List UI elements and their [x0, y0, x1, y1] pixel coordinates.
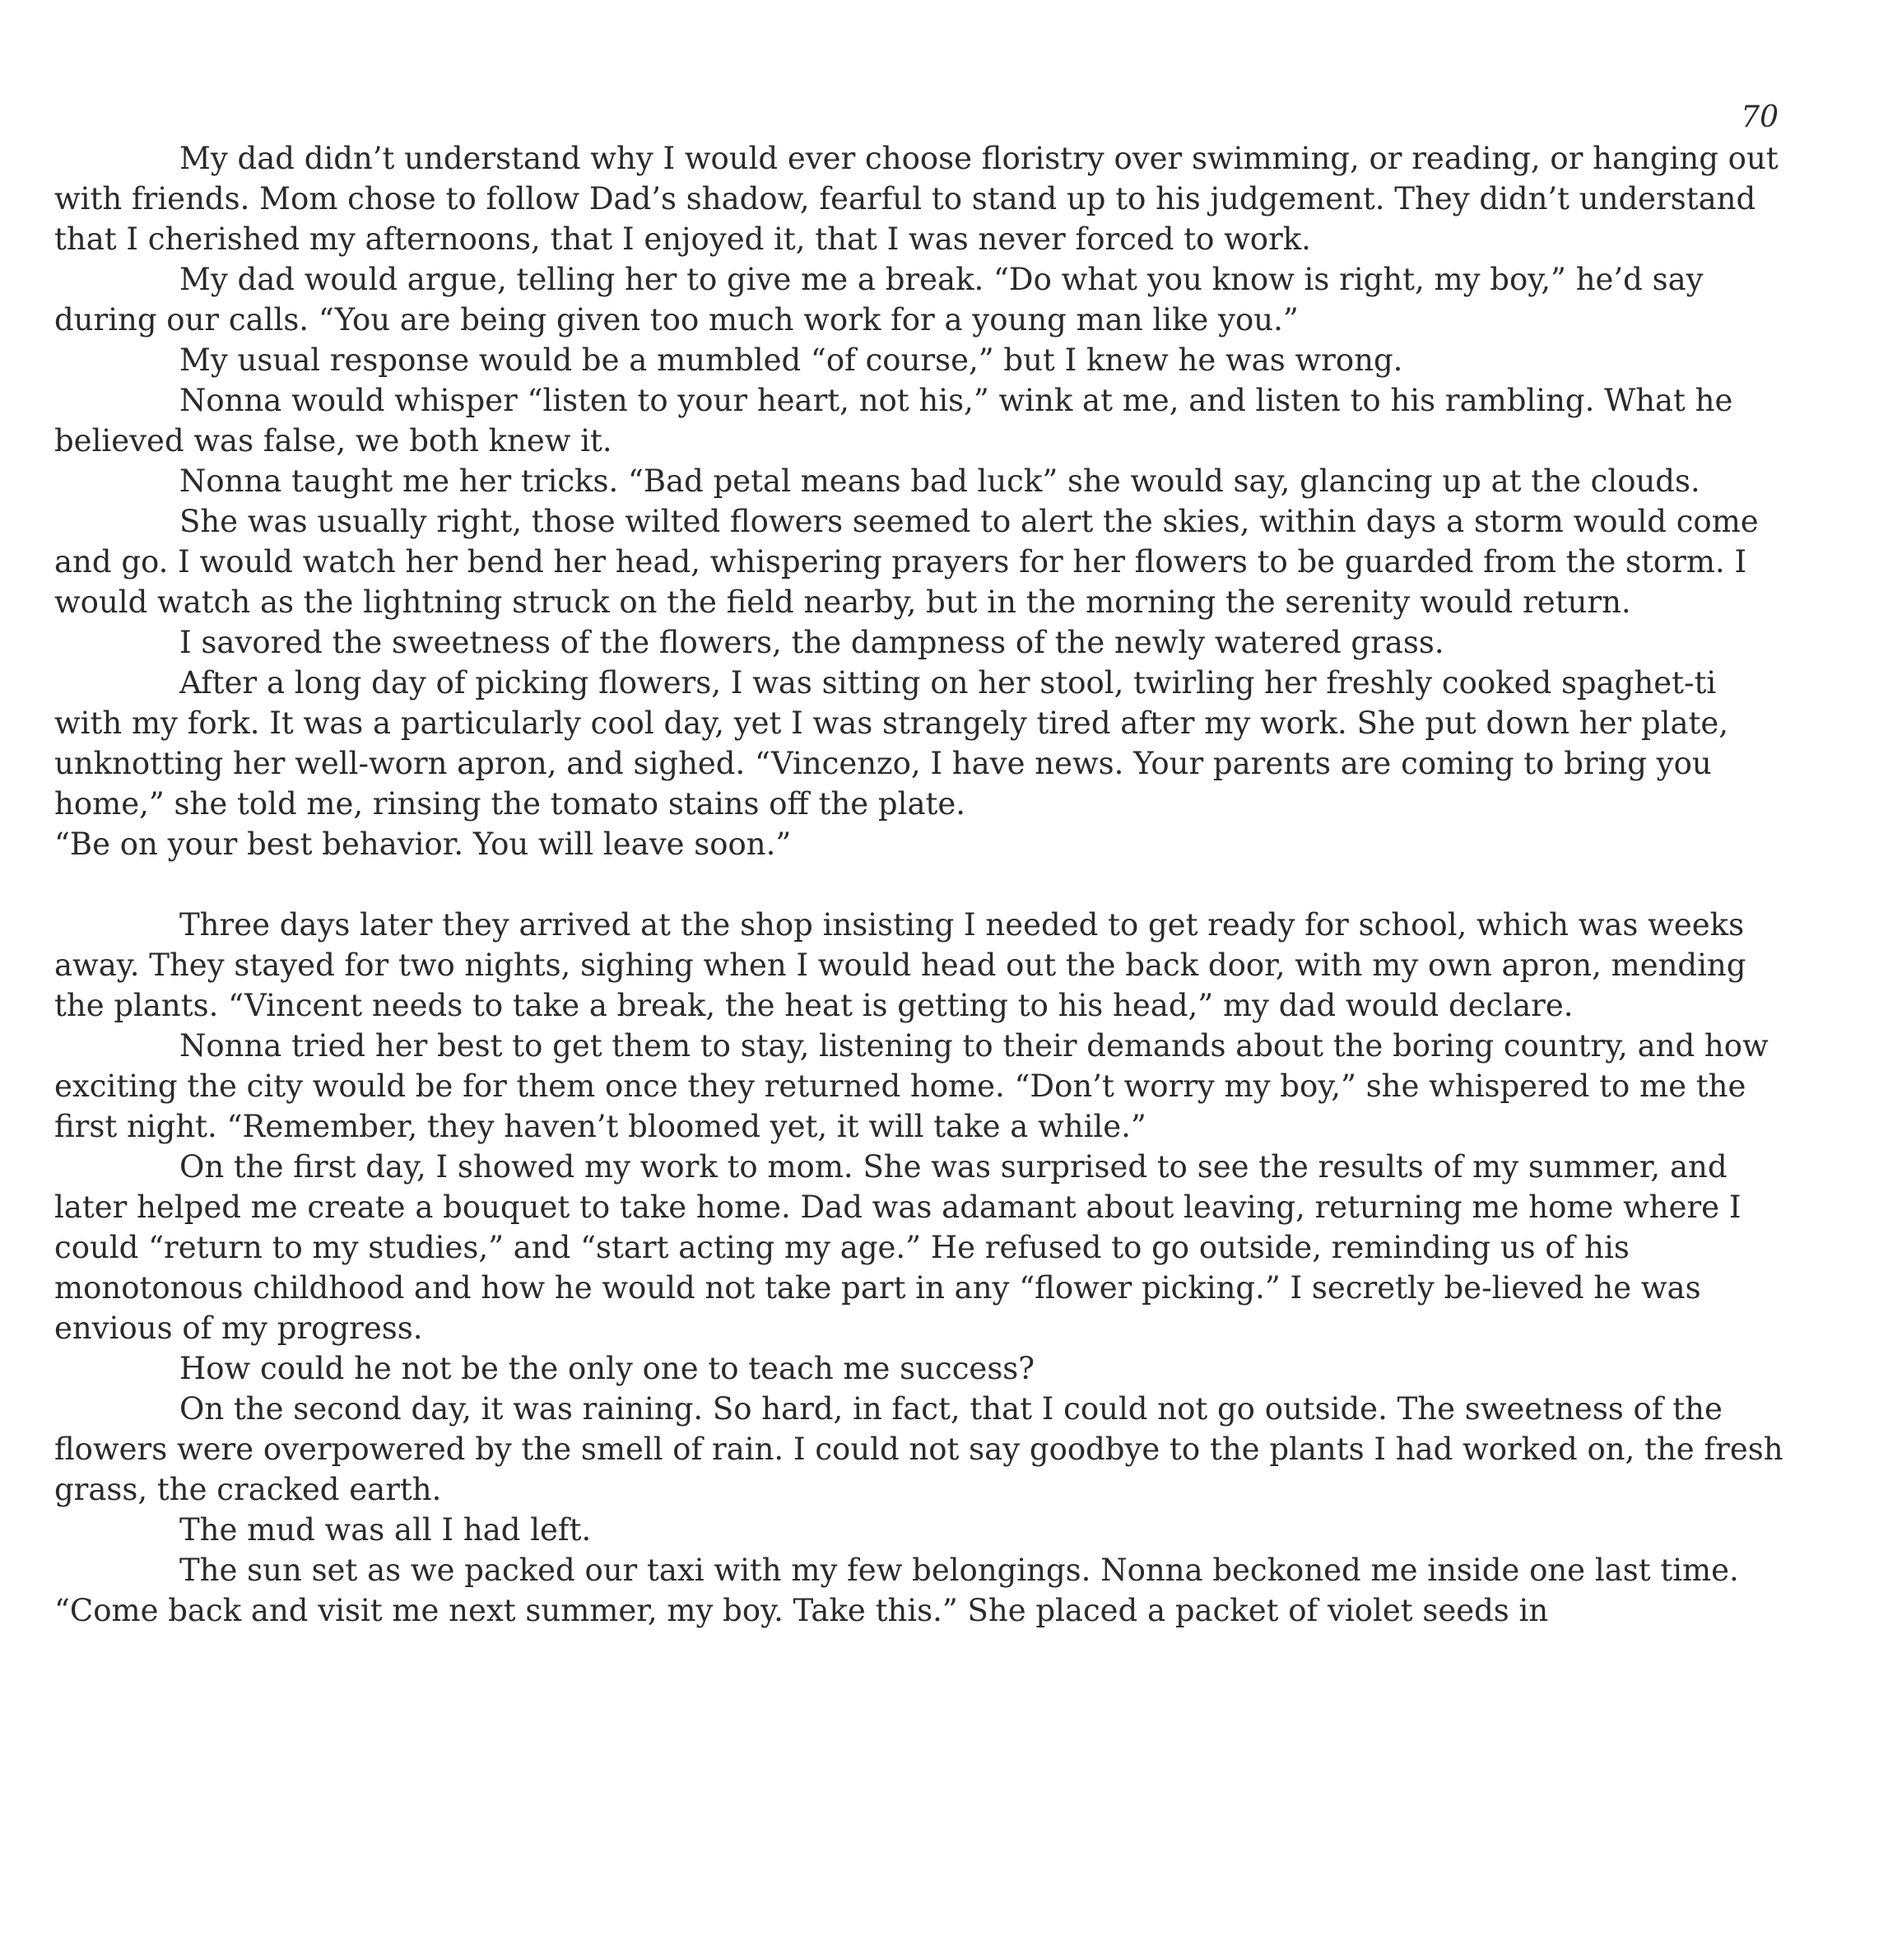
paragraph: Three days later they arrived at the shop insisting I needed to get ready for school, which was weeks away. They stayed for two nights, sighing when I would head out the back door, with my own apron, mending the plants. “Vincent needs to take a break, the heat is getting to his head,” my dad would declare. — [54, 907, 1746, 1023]
page-number: 70 — [1741, 100, 1779, 134]
paragraph: My usual response would be a mumbled “of course,” but I knew he was wrong. — [179, 342, 1403, 378]
paragraph: Nonna tried her best to get them to stay, listening to their demands about the boring country, and how exciting the city would be for them once they returned home. “Don’t worry my boy,” she whispered to me the first night. “Remember, they haven’t bloomed yet, it will take a while.” — [54, 1028, 1769, 1144]
paragraph: How could he not be the only one to teach me success? — [179, 1351, 1035, 1386]
paragraph: My dad would argue, telling her to give me a break. “Do what you know is right, my boy,” he’d say during our calls. “You are being given too much work for a young man like you.” — [54, 262, 1704, 338]
paragraph: After a long day of picking flowers, I was sitting on her stool, twirling her freshly cooked spaghet-ti with my fork. It was a particularly cool day, yet I was strangely tired after my work. She put down her plate, unknotting her well-worn apron, and sighed. “Vincenzo, I have news. Your parents are coming to bring you home,” she told me, rinsing the tomato stains off the plate. — [54, 665, 1729, 822]
paragraph: My dad didn’t understand why I would ever choose floristry over swimming, or reading, or hanging out with friends. Mom chose to follow Dad’s shadow, fearful to stand up to his judgement. They didn’t understand that I cherished my afternoons, that I enjoyed it, that I was never forced to work. — [54, 141, 1779, 257]
paragraph: On the first day, I showed my work to mom. She was surprised to see the results of my summer, and later helped me create a bouquet to take home. Dad was adamant about leaving, returning me home where I could “return to my studies,” and “start acting my age.” He refused to go outside, reminding us of his monotonous childhood and how he would not take part in any “flower picking.” I secretly be-lieved he was envious of my progress. — [54, 1149, 1742, 1346]
paragraph: On the second day, it was raining. So hard, in fact, that I could not go outside. The sweetness of the flowers were overpowered by the smell of rain. I could not say goodbye to the plants I had worked on, the fresh grass, the cracked earth. — [54, 1391, 1783, 1507]
paragraph: “Be on your best behavior. You will leave soon.” — [54, 826, 792, 862]
paragraph: The mud was all I had left. — [179, 1512, 592, 1548]
section-break — [54, 864, 1791, 905]
paragraph: Nonna would whisper “listen to your heart, not his,” wink at me, and listen to his rambling. What he believed was false, we both knew it. — [54, 383, 1733, 459]
paragraph: The sun set as we packed our taxi with my few belongings. Nonna beckoned me inside one last time. “Come back and visit me next summer, my boy. Take this.” She placed a packet of violet seeds in — [54, 1553, 1739, 1628]
paragraph: She was usually right, those wilted flowers seemed to alert the skies, within days a storm would come and go. I would watch her bend her head, whispering prayers for her flowers to be guarded from the storm. I would watch as the lightning struck on the field nearby, but in the morning the serenity would return. — [54, 504, 1759, 620]
paragraph: Nonna taught me her tricks. “Bad petal means bad luck” she would say, glancing up at the clouds. — [179, 463, 1700, 499]
paragraph: I savored the sweetness of the flowers, the dampness of the newly watered grass. — [179, 625, 1444, 660]
body-text — [54, 138, 1791, 1631]
